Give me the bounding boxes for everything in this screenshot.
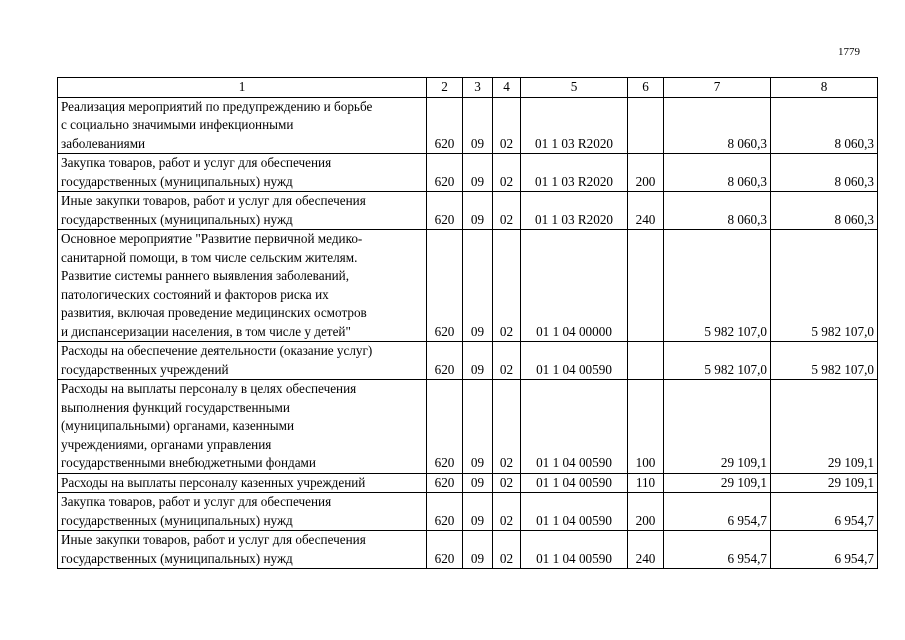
row-name-line: государственных (муниципальных) нужд xyxy=(61,550,293,566)
amount-cell: 29 109,1 xyxy=(771,473,878,493)
subsection-cell: 02 xyxy=(493,192,521,230)
subsection-cell: 02 xyxy=(493,380,521,474)
amount-cell: 8 060,3 xyxy=(771,97,878,154)
code-cell: 620 xyxy=(427,97,463,154)
header-cell: 6 xyxy=(628,78,664,98)
header-cell: 4 xyxy=(493,78,521,98)
header-cell: 3 xyxy=(463,78,493,98)
row-name-line: с социально значимыми инфекционными xyxy=(61,117,294,132)
subsection-cell: 02 xyxy=(493,342,521,380)
section-cell: 09 xyxy=(463,154,493,192)
code-cell: 620 xyxy=(427,154,463,192)
amount-cell: 5 982 107,0 xyxy=(664,230,771,342)
row-name-line: и диспансеризации населения, в том числе у детей" xyxy=(61,323,351,339)
section-cell: 09 xyxy=(463,493,493,531)
code-cell: 620 xyxy=(427,230,463,342)
row-name-line: Закупка товаров, работ и услуг для обеспечения xyxy=(61,494,332,509)
row-name-line: Расходы на выплаты персоналу казенных учреждений xyxy=(61,474,366,490)
row-name-line: патологических состояний и факторов риска их xyxy=(61,286,329,302)
row-name-line: государственных (муниципальных) нужд xyxy=(61,173,293,189)
table-row xyxy=(58,531,878,569)
subsection-cell: 02 xyxy=(493,230,521,342)
section-cell: 09 xyxy=(463,473,493,493)
row-name-line: Иные закупки товаров, работ и услуг для обеспечения xyxy=(61,532,366,547)
row-name-line: Расходы на обеспечение деятельности (оказание услуг) xyxy=(61,343,373,358)
row-name-cell xyxy=(58,380,427,474)
target-article-cell: 01 1 03 R2020 xyxy=(521,97,628,154)
expense-type-cell: 100 xyxy=(628,380,664,474)
table-row xyxy=(58,230,878,342)
subsection-cell: 02 xyxy=(493,473,521,493)
section-cell: 09 xyxy=(463,380,493,474)
target-article-cell: 01 1 04 00000 xyxy=(521,230,628,342)
row-name-cell xyxy=(58,154,427,192)
row-name-cell xyxy=(58,342,427,380)
amount-cell: 29 109,1 xyxy=(771,380,878,474)
row-name-line: санитарной помощи, в том числе сельским жителям. xyxy=(61,249,358,265)
row-name-line: государственными внебюджетными фондами xyxy=(61,455,316,470)
row-name-line: Развитие системы раннего выявления заболеваний, xyxy=(61,268,350,283)
row-name-cell xyxy=(58,97,427,154)
expense-type-cell: 240 xyxy=(628,531,664,569)
header-cell: 8 xyxy=(771,78,878,98)
header-cell: 5 xyxy=(521,78,628,98)
row-name-line: Расходы на выплаты персоналу в целях обеспечения xyxy=(61,381,357,396)
amount-cell: 8 060,3 xyxy=(771,154,878,192)
amount-cell: 8 060,3 xyxy=(664,97,771,154)
target-article-cell: 01 1 04 00590 xyxy=(521,531,628,569)
amount-cell: 29 109,1 xyxy=(664,473,771,493)
amount-cell: 5 982 107,0 xyxy=(771,342,878,380)
row-name-line: (муниципальными) органами, казенными xyxy=(61,418,295,433)
row-name-line: Основное мероприятие "Развитие первичной медико- xyxy=(61,231,363,246)
expense-type-cell: 200 xyxy=(628,154,664,192)
row-name-line: заболеваниями xyxy=(61,135,146,151)
header-cell: 1 xyxy=(58,78,427,98)
row-name-line: выполнения функций государственными xyxy=(61,399,290,415)
code-cell: 620 xyxy=(427,473,463,493)
expense-type-cell: 240 xyxy=(628,192,664,230)
row-name-line: развития, включая проведение медицинских осмотров xyxy=(61,305,367,320)
expense-type-cell: 110 xyxy=(628,473,664,493)
amount-cell: 8 060,3 xyxy=(664,192,771,230)
expense-type-cell xyxy=(628,97,664,154)
row-name-line: учреждениями, органами управления xyxy=(61,436,272,452)
expense-type-cell xyxy=(628,230,664,342)
table-row xyxy=(58,380,878,474)
target-article-cell: 01 1 04 00590 xyxy=(521,493,628,531)
target-article-cell: 01 1 04 00590 xyxy=(521,380,628,474)
target-article-cell: 01 1 04 00590 xyxy=(521,342,628,380)
table-row xyxy=(58,154,878,192)
section-cell: 09 xyxy=(463,531,493,569)
amount-cell: 6 954,7 xyxy=(664,493,771,531)
amount-cell: 29 109,1 xyxy=(664,380,771,474)
budget-table xyxy=(57,77,878,569)
subsection-cell: 02 xyxy=(493,531,521,569)
code-cell: 620 xyxy=(427,192,463,230)
section-cell: 09 xyxy=(463,342,493,380)
row-name-line: государственных (муниципальных) нужд xyxy=(61,211,293,227)
subsection-cell: 02 xyxy=(493,154,521,192)
row-name-line: Реализация мероприятий по предупреждению и борьбе xyxy=(61,98,373,114)
table-row xyxy=(58,192,878,230)
target-article-cell: 01 1 04 00590 xyxy=(521,473,628,493)
amount-cell: 5 982 107,0 xyxy=(664,342,771,380)
row-name-line: государственных учреждений xyxy=(61,361,229,377)
amount-cell: 5 982 107,0 xyxy=(771,230,878,342)
code-cell: 620 xyxy=(427,380,463,474)
section-cell: 09 xyxy=(463,97,493,154)
subsection-cell: 02 xyxy=(493,493,521,531)
table-row xyxy=(58,342,878,380)
row-name-line: государственных (муниципальных) нужд xyxy=(61,512,293,528)
header-cell: 7 xyxy=(664,78,771,98)
row-name-cell xyxy=(58,531,427,569)
table-row xyxy=(58,493,878,531)
amount-cell: 8 060,3 xyxy=(771,192,878,230)
target-article-cell: 01 1 03 R2020 xyxy=(521,154,628,192)
table-row xyxy=(58,97,878,154)
code-cell: 620 xyxy=(427,531,463,569)
row-name-cell xyxy=(58,493,427,531)
page-number: 1779 xyxy=(838,46,860,58)
section-cell: 09 xyxy=(463,230,493,342)
amount-cell: 8 060,3 xyxy=(664,154,771,192)
code-cell: 620 xyxy=(427,493,463,531)
target-article-cell: 01 1 03 R2020 xyxy=(521,192,628,230)
row-name-line: Иные закупки товаров, работ и услуг для обеспечения xyxy=(61,193,366,208)
table-row xyxy=(58,473,878,493)
amount-cell: 6 954,7 xyxy=(664,531,771,569)
row-name-cell xyxy=(58,192,427,230)
header-row xyxy=(58,78,878,98)
amount-cell: 6 954,7 xyxy=(771,493,878,531)
row-name-cell xyxy=(58,473,427,493)
expense-type-cell: 200 xyxy=(628,493,664,531)
amount-cell: 6 954,7 xyxy=(771,531,878,569)
header-cell: 2 xyxy=(427,78,463,98)
section-cell: 09 xyxy=(463,192,493,230)
subsection-cell: 02 xyxy=(493,97,521,154)
code-cell: 620 xyxy=(427,342,463,380)
row-name-line: Закупка товаров, работ и услуг для обеспечения xyxy=(61,155,332,170)
expense-type-cell xyxy=(628,342,664,380)
row-name-cell xyxy=(58,230,427,342)
